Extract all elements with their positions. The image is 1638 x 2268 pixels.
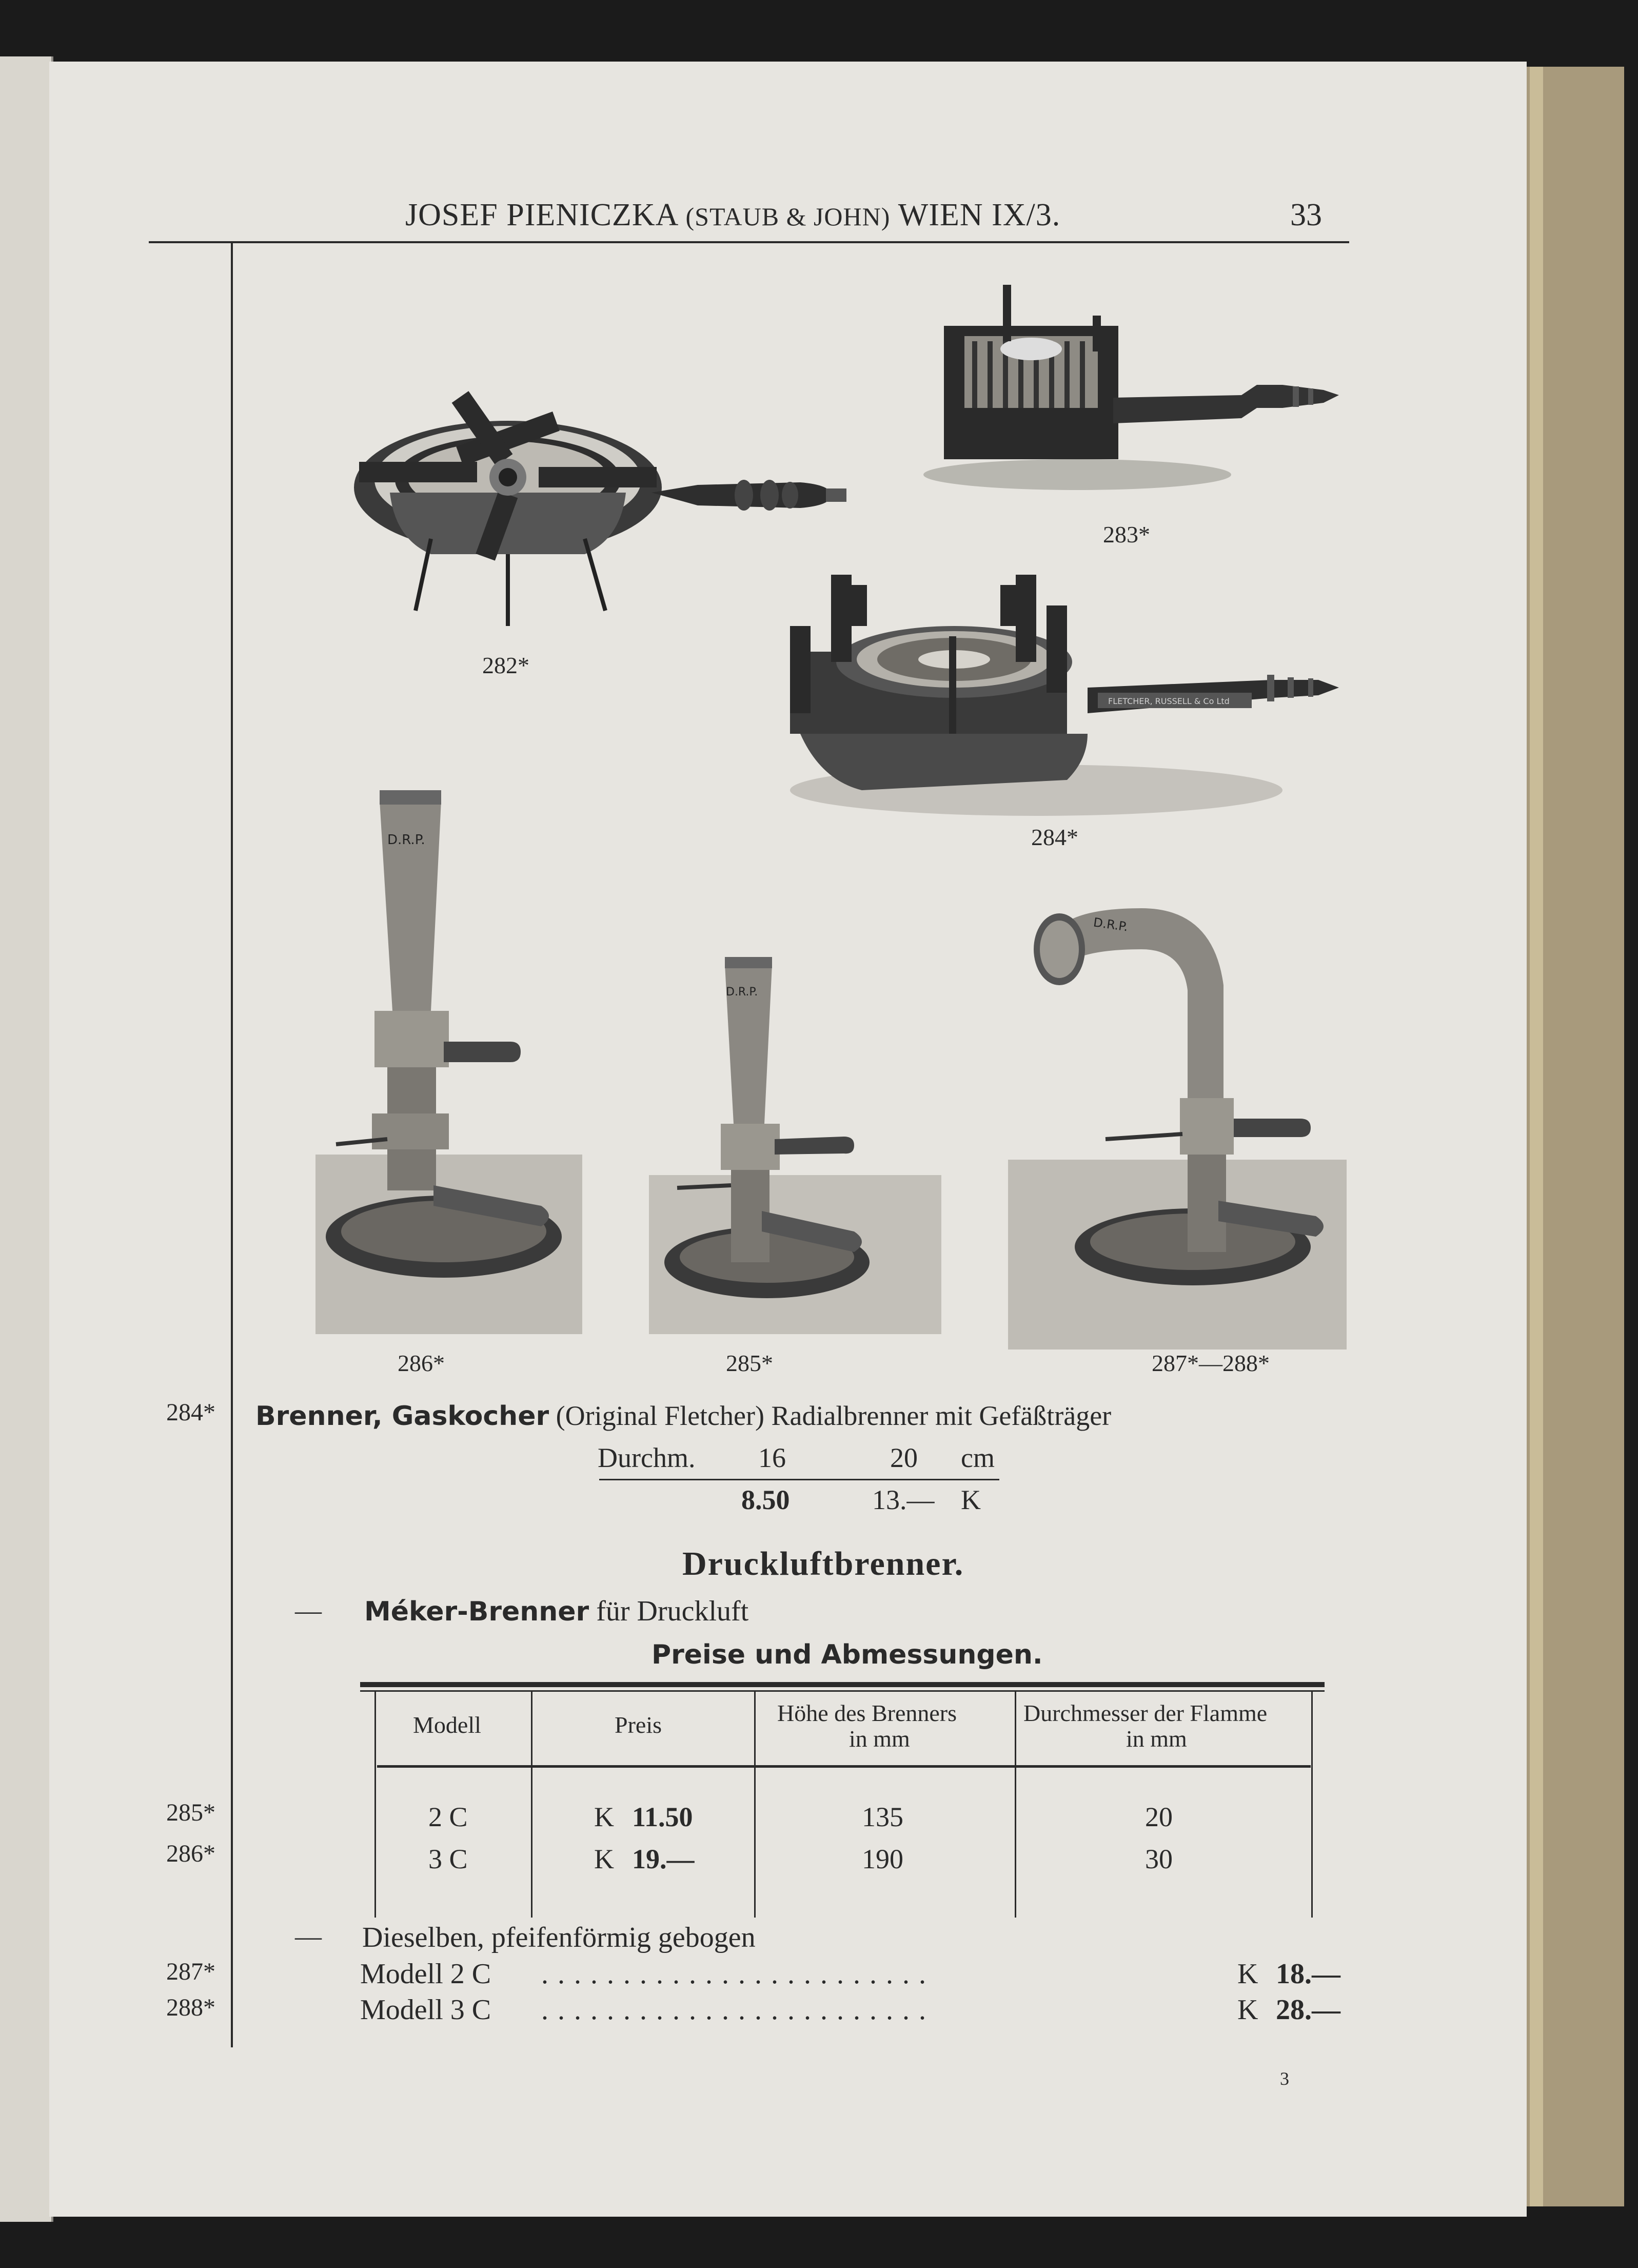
pipe-dash: — bbox=[295, 1922, 322, 1951]
side-ref-285: 285* bbox=[166, 1799, 215, 1826]
stamp-285: D.R.P. bbox=[726, 986, 758, 999]
row1-durchmesser: 20 bbox=[1145, 1802, 1173, 1832]
header-rule bbox=[149, 241, 1349, 243]
margin-rule bbox=[231, 241, 233, 2047]
row2-durchmesser: 30 bbox=[1145, 1844, 1173, 1874]
section-heading: Druckluftbrenner. bbox=[682, 1545, 964, 1582]
price-13: 13.— bbox=[872, 1484, 935, 1515]
pipe-row2-dots: . . . . . . . . . . . . . . . . . . . . . . . . bbox=[541, 1994, 927, 2026]
pipe-row1-k: K bbox=[1237, 1958, 1258, 1990]
table-top-rule bbox=[360, 1682, 1325, 1687]
meker-dash: — bbox=[295, 1596, 322, 1626]
header-city: WIEN IX/3. bbox=[898, 198, 1061, 232]
figure-282-ring-burner bbox=[339, 369, 857, 657]
row1-preis-k: K bbox=[594, 1802, 614, 1832]
table-col-line-0 bbox=[374, 1692, 376, 1918]
pipe-row1-price: 18.— bbox=[1276, 1958, 1340, 1990]
th-modell: Modell bbox=[413, 1712, 481, 1738]
table-col-line-2 bbox=[754, 1692, 756, 1918]
th-durchmesser-l2: in mm bbox=[1126, 1726, 1187, 1752]
table-header-rule bbox=[377, 1765, 1311, 1768]
stamp-286: D.R.P. bbox=[387, 832, 425, 848]
caption-284: 284* bbox=[1031, 824, 1078, 850]
th-hoehe-l1: Höhe des Brenners bbox=[777, 1700, 957, 1726]
meker-line bbox=[364, 1595, 748, 1628]
price-8-50: 8.50 bbox=[741, 1484, 790, 1515]
pipe-intro: Dieselben, pfeifenförmig gebogen bbox=[362, 1922, 756, 1953]
table-top-rule-thin bbox=[360, 1690, 1325, 1692]
pipe-row1-dots: . . . . . . . . . . . . . . . . . . . . . . . . bbox=[541, 1958, 927, 1990]
left-page-edge bbox=[0, 56, 53, 2222]
signature-mark: 3 bbox=[1280, 2068, 1289, 2089]
pipe-row2-k: K bbox=[1237, 1994, 1258, 2026]
header-partners: (STAUB & JOHN) bbox=[685, 202, 891, 231]
price-unit-k: K bbox=[961, 1484, 981, 1515]
plate-text: FLETCHER, RUSSELL & Co Ltd bbox=[1108, 696, 1230, 706]
caption-287-288: 287*—288* bbox=[1152, 1350, 1270, 1376]
row2-preis: 19.— bbox=[632, 1844, 695, 1874]
meker-rest: für Druckluft bbox=[596, 1595, 749, 1627]
dim-20: 20 bbox=[890, 1442, 918, 1473]
figure-285-small-bunsen-burner bbox=[649, 954, 941, 1334]
row1-modell: 2 C bbox=[428, 1802, 468, 1832]
side-ref-284: 284* bbox=[166, 1399, 215, 1426]
table-title: Preise und Abmessungen. bbox=[652, 1639, 1043, 1670]
price-rule bbox=[599, 1479, 999, 1480]
row1-hoehe: 135 bbox=[862, 1802, 903, 1832]
meker-bold: Méker-Brenner bbox=[364, 1596, 589, 1627]
item-284-title-rest: (Original Fletcher) Radialbrenner mit Gefäßträger bbox=[556, 1400, 1112, 1431]
item-284-title bbox=[255, 1400, 1111, 1432]
page-number: 33 bbox=[1290, 198, 1322, 232]
book-cover-cloth bbox=[1518, 67, 1624, 2206]
th-hoehe-l2: in mm bbox=[849, 1726, 910, 1752]
side-ref-288: 288* bbox=[166, 1994, 215, 2021]
caption-286: 286* bbox=[398, 1350, 445, 1376]
table-col-line-4 bbox=[1311, 1692, 1313, 1918]
figure-284-fletcher-radial-burner bbox=[780, 564, 1349, 831]
figure-283-gas-burner bbox=[923, 280, 1349, 495]
figure-286-tall-bunsen-burner bbox=[315, 785, 582, 1334]
stamp-287: D.R.P. bbox=[1092, 915, 1129, 934]
dim-label: Durchm. bbox=[598, 1442, 696, 1473]
caption-283: 283* bbox=[1103, 521, 1150, 548]
row2-modell: 3 C bbox=[428, 1844, 468, 1874]
figure-287-288-pipe-burner bbox=[1008, 893, 1347, 1350]
th-durchmesser-l1: Durchmesser der Flamme bbox=[1023, 1700, 1268, 1726]
side-ref-286: 286* bbox=[166, 1840, 215, 1867]
pipe-row2-price: 28.— bbox=[1276, 1994, 1340, 2026]
table-col-line-1 bbox=[531, 1692, 532, 1918]
header-company: JOSEF PIENICZKA bbox=[405, 198, 678, 232]
row1-preis: 11.50 bbox=[632, 1802, 693, 1832]
row2-preis-k: K bbox=[594, 1844, 614, 1874]
th-preis: Preis bbox=[615, 1712, 662, 1738]
pipe-row1-label: Modell 2 C bbox=[360, 1958, 491, 1990]
side-ref-287: 287* bbox=[166, 1958, 215, 1985]
running-header bbox=[405, 197, 1060, 233]
row2-hoehe: 190 bbox=[862, 1844, 903, 1874]
dim-unit: cm bbox=[961, 1442, 995, 1473]
caption-285: 285* bbox=[726, 1350, 773, 1376]
item-284-title-bold: Brenner, Gaskocher bbox=[255, 1401, 549, 1432]
dim-16: 16 bbox=[758, 1442, 786, 1473]
caption-282: 282* bbox=[482, 652, 529, 678]
table-col-line-3 bbox=[1015, 1692, 1016, 1918]
pipe-row2-label: Modell 3 C bbox=[360, 1994, 491, 2026]
